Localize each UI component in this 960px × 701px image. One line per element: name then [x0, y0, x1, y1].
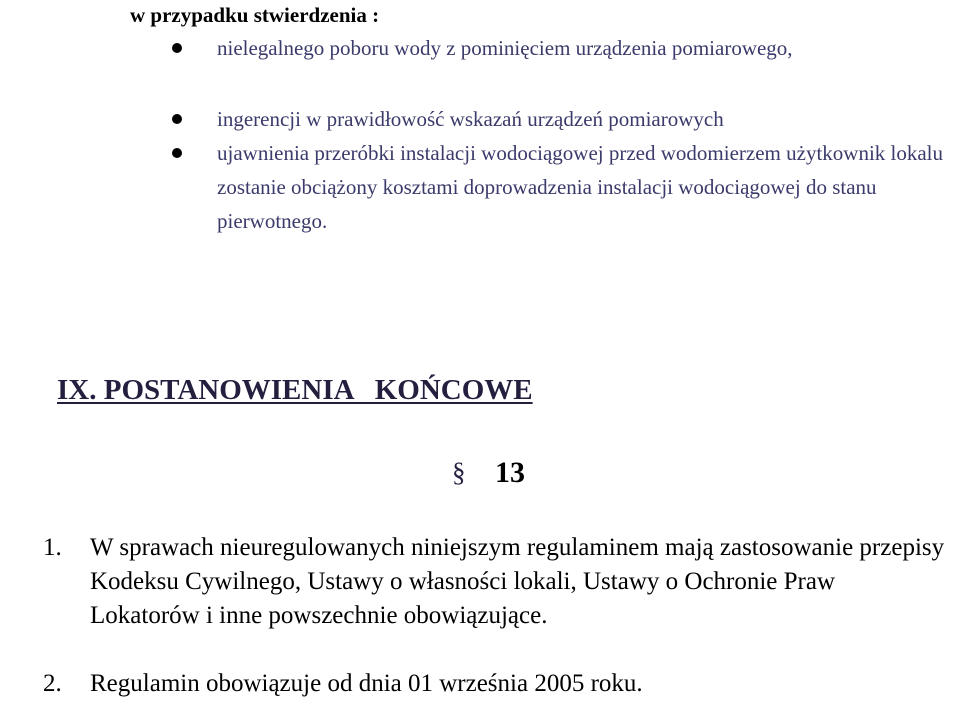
clause-text: Regulamin obowiązuje od dnia 01 września 2005 roku.: [90, 670, 643, 697]
bullet-text: ujawnienia przeróbki instalacji wodociągowej przed wodomierzem użytkownik lokalu zostanie obciążony kosztami doprowadzenia instalacji wodociągowej do stanu pierwotnego.: [217, 141, 944, 233]
clause-text: W sprawach nieuregulowanych niniejszym regulaminem mają zastosowanie przepisy Kodeksu Cywilnego, Ustawy o własności lokali, Ustawy o Ochronie Praw Lokatorów i inne powszechnie obowiązujące.: [90, 534, 945, 629]
paragraph-number: 13: [495, 456, 525, 489]
bullet-text: ingerencji w prawidłowość wskazań urządzeń pomiarowych: [217, 107, 724, 131]
section-title: IX. POSTANOWIENIA KOŃCOWE: [57, 374, 533, 406]
bullet-icon: [172, 148, 182, 158]
bullet-icon: [172, 114, 182, 124]
intro-heading: w przypadku stwierdzenia :: [130, 3, 380, 27]
clause-number: 1.: [43, 534, 62, 561]
bullet-text: nielegalnego poboru wody z pominięciem urządzenia pomiarowego,: [217, 36, 793, 60]
clause-number: 2.: [43, 670, 62, 697]
paragraph-symbol: §: [452, 457, 466, 487]
bullet-icon: [172, 43, 182, 53]
